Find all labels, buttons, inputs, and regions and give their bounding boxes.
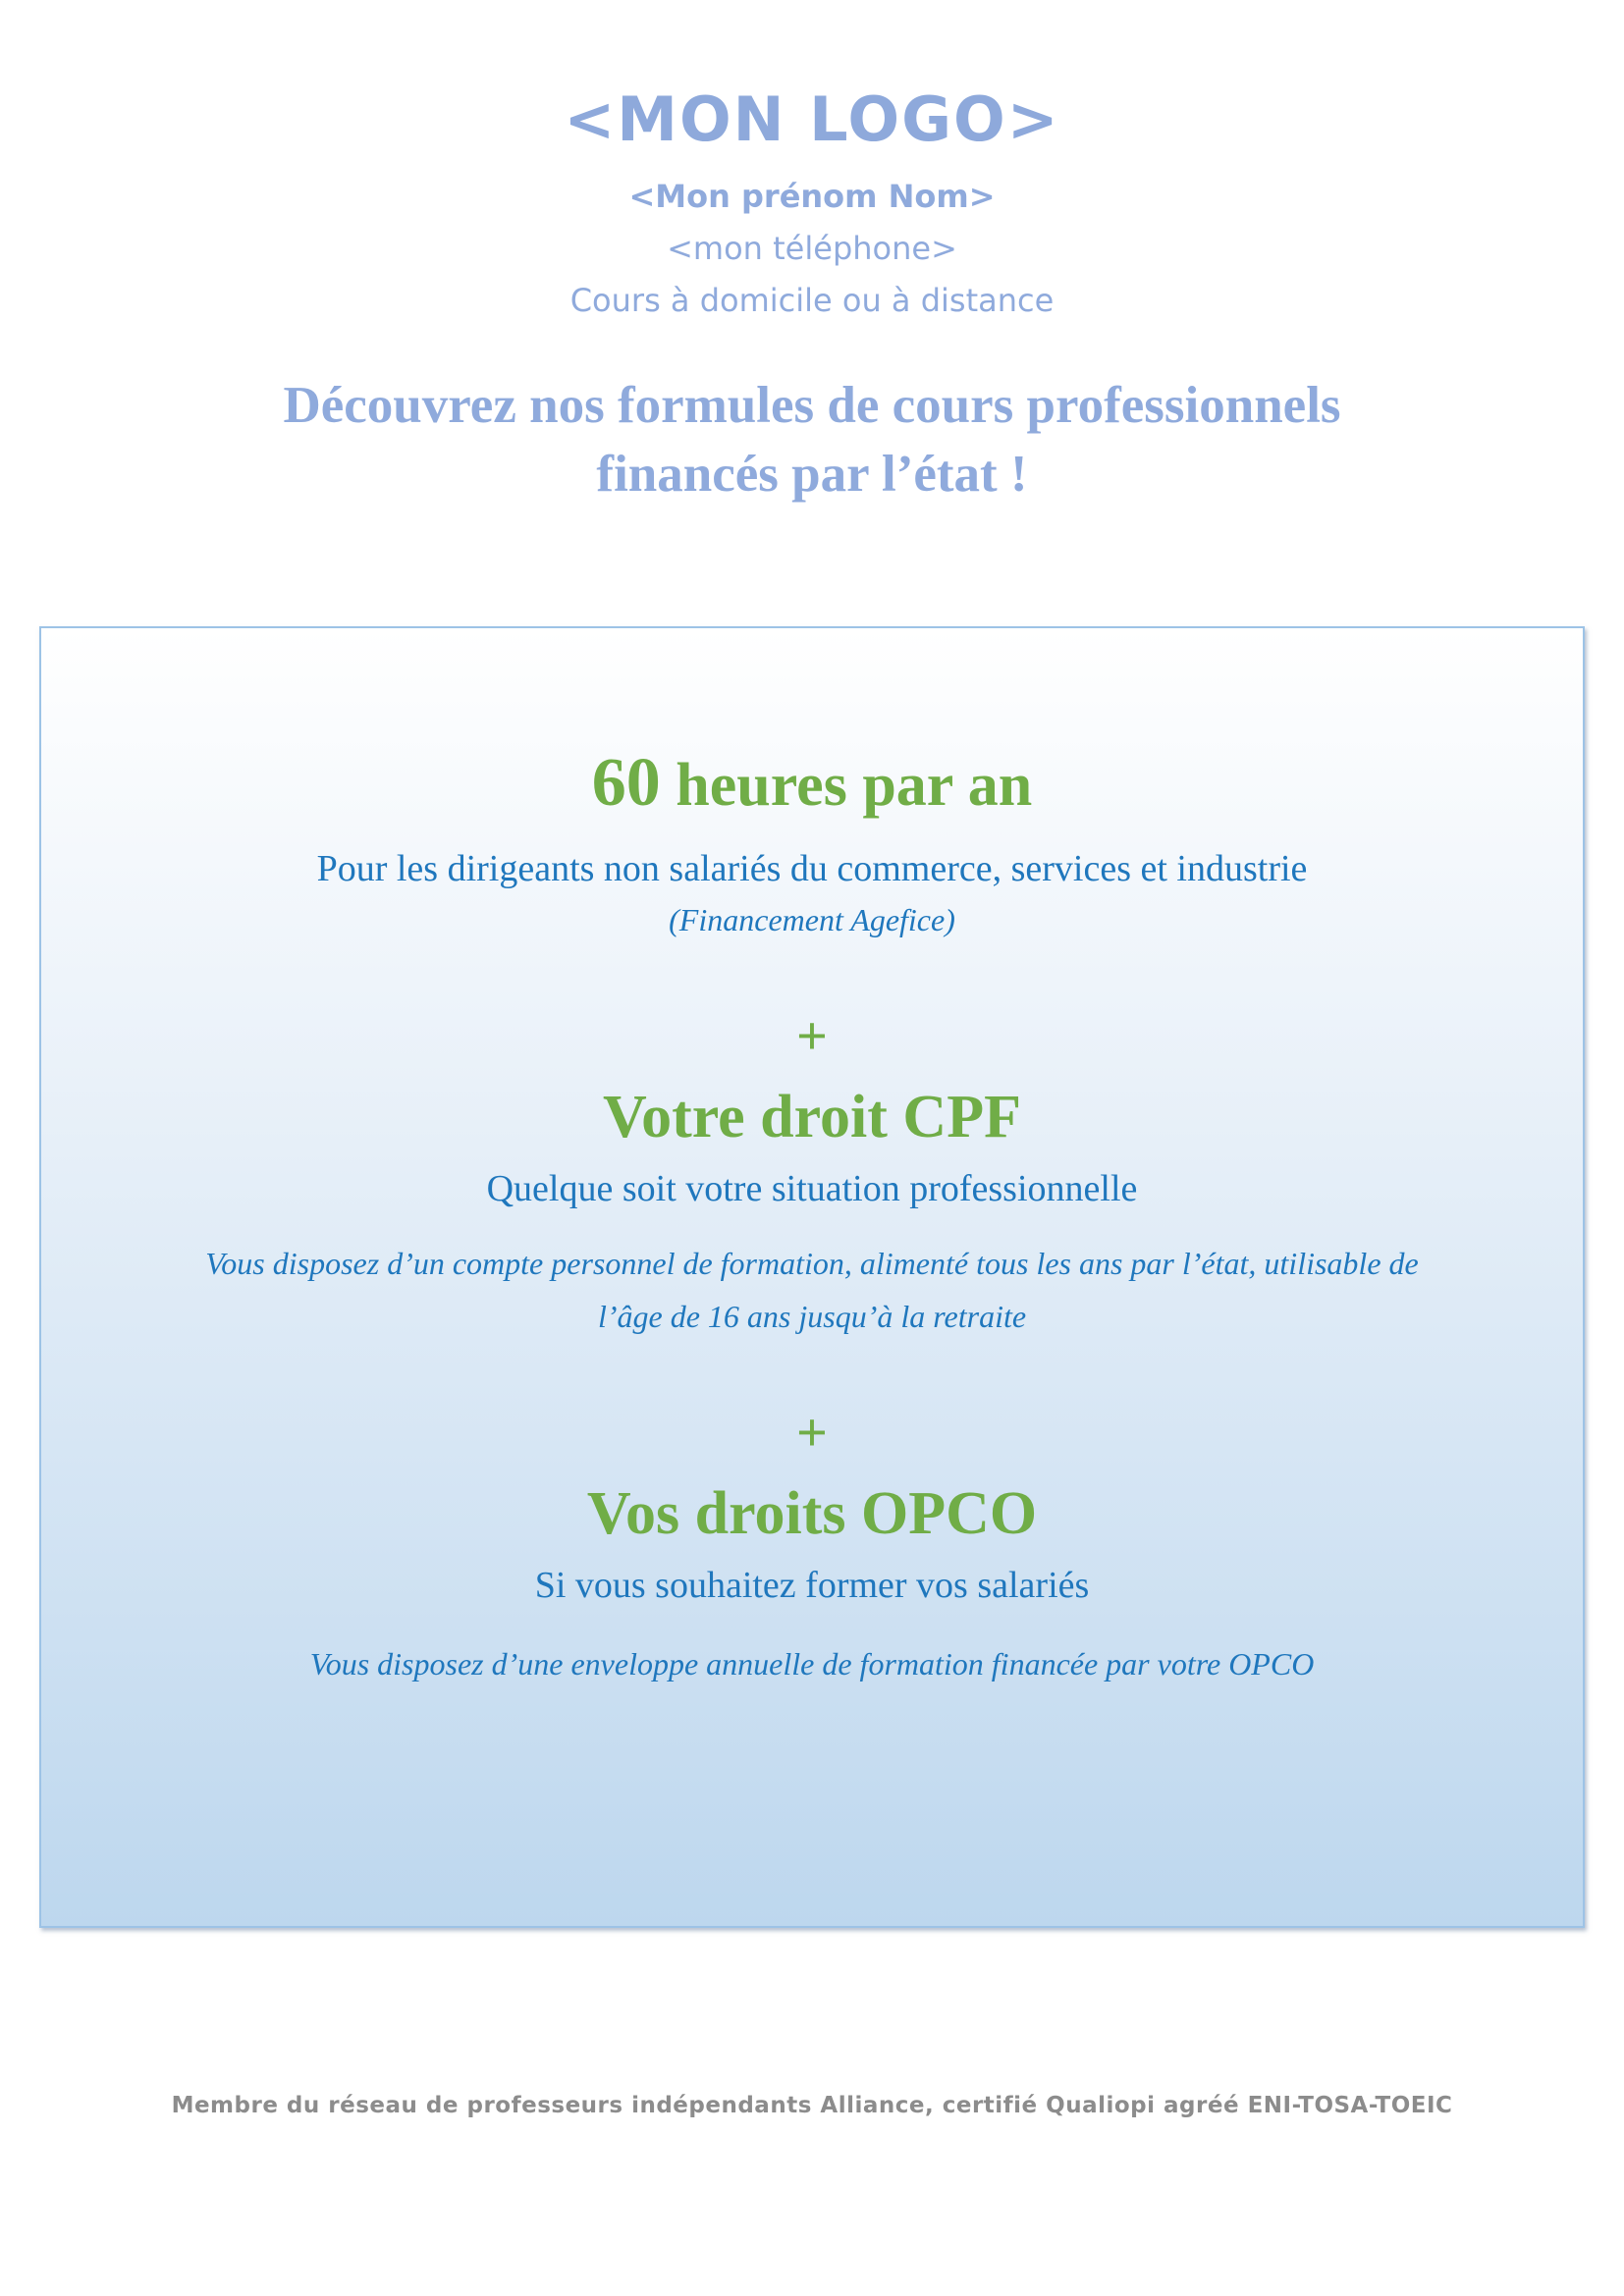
teacher-name: <Mon prénom Nom> xyxy=(628,178,996,215)
cpf-title: Votre droit CPF xyxy=(603,1084,1021,1150)
opco-note: Vous disposez d’une enveloppe annuelle de formation financée par votre OPCO xyxy=(309,1646,1315,1682)
opco-title: Vos droits OPCO xyxy=(586,1480,1038,1547)
offer-panel xyxy=(39,626,1585,1928)
cpf-note-line-1: Vous disposez d’un compte personnel de formation, alimenté tous les ans par l’état, utilisable de xyxy=(205,1246,1419,1281)
plus-separator-1: + xyxy=(796,1006,828,1067)
teacher-phone: <mon téléphone> xyxy=(667,230,957,267)
cpf-note-line-2: l’âge de 16 ans jusqu’à la retraite xyxy=(597,1299,1027,1334)
agefice-note: (Financement Agefice) xyxy=(669,902,955,937)
agefice-subtitle: Pour les dirigeants non salariés du commerce, services et industrie xyxy=(316,848,1308,889)
footer-membership: Membre du réseau de professeurs indépendants Alliance, certifié Qualiopi agréé ENI-TOSA-TOEIC xyxy=(171,2093,1453,2118)
agefice-title xyxy=(41,745,1583,821)
headline-line-2: financés par l’état ! xyxy=(596,446,1028,503)
cpf-subtitle: Quelque soit votre situation professionnelle xyxy=(486,1168,1138,1209)
plus-separator-2: + xyxy=(796,1403,828,1464)
opco-subtitle: Si vous souhaitez former vos salariés xyxy=(534,1565,1090,1606)
hours-label: heures par an xyxy=(660,752,1033,819)
cpf-note xyxy=(41,1237,1583,1343)
hours-number: 60 xyxy=(591,745,661,821)
course-mode: Cours à domicile ou à distance xyxy=(569,282,1055,319)
headline-line-1: Découvrez nos formules de cours professionnels xyxy=(283,377,1341,434)
logo-placeholder: <MON LOGO> xyxy=(564,83,1060,155)
header xyxy=(0,84,1624,320)
headline xyxy=(0,371,1624,508)
